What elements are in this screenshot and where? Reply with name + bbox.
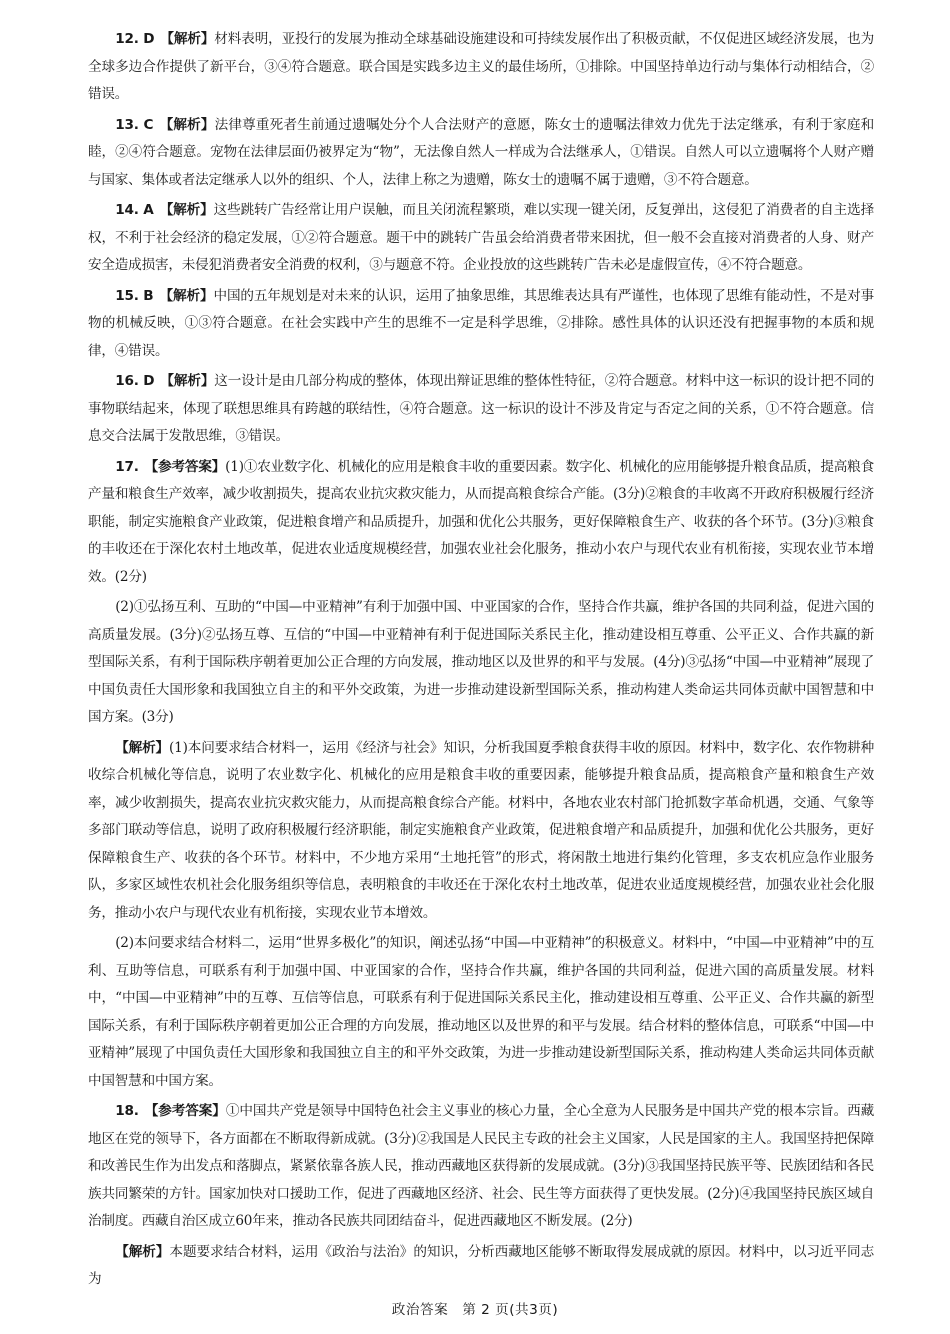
answer-18-reference <box>88 1098 874 1236</box>
answer-18-analysis <box>88 1239 874 1294</box>
page-footer: 政治答案 第 2 页(共3页) <box>391 1302 559 1318</box>
answer-text: 中国的五年规划是对未来的认识，运用了抽象思维，其思维表达具有严谨性，也体现了思维有能动性，不是对事物的机械反映，①③符合题意。在社会实践中产生的思维不一定是科学思维，②排除。感性具体的认识还没有把握事物的本质和规律，④错误。 <box>88 287 874 359</box>
answer-17-analysis <box>88 735 874 928</box>
question-number: 12. D <box>115 31 155 47</box>
analysis-tag: 【解析】 <box>160 31 215 47</box>
answer-text: ①中国共产党是领导中国特色社会主义事业的核心力量，全心全意为人民服务是中国共产党的根本宗旨。西藏地区在党的领导下，各方面都在不断取得新成就。(3分)②我国是人民民主专政的社会主义国家，人民是国家的主人。我国坚持把保障和改善民生作为出发点和落脚点，紧紧依靠各族人民，推动西藏地区获得新的发展成就。(3分)③我国坚持民族平等、民族团结和各民族共同繁荣的方针。国家加快对口援助工作，促进了西藏地区经济、社会、民生等方面获得了更快发展。(2分)④我国坚持民族区域自治制度。西藏自治区成立60年来，推动各民族共同团结奋斗，促进西藏地区不断发展。(2分) <box>88 1103 874 1229</box>
analysis-tag: 【解析】 <box>115 739 170 756</box>
answer-text: (2)本问要求结合材料二，运用“世界多极化”的知识，阐述弘扬“中国—中亚精神”的积极意义。材料中，“中国—中亚精神”中的互利、互助等信息，可联系有利于加强中国、中亚国家的合作，坚持合作共赢，维护各国的共同利益，促进六国的高质量发展。材料中，“中国—中亚精神”中的互尊、互信等信息，可联系有利于促进国际关系民主化，推动建设相互尊重、公平正义、合作共赢的新型国际关系，有利于国际秩序朝着更加公正合理的方向发展，推动地区以及世界的和平与发展。结合材料的整体信息，可联系“中国—中亚精神”展现了中国负责任大国形象和我国独立自主的和平外交政策，为进一步推动建设新型国际关系，推动构建人类命运共同体贡献中国智慧和中国方案。 <box>88 935 874 1089</box>
answer-12 <box>88 26 874 109</box>
answer-text: 法律尊重死者生前通过遗嘱处分个人合法财产的意愿，陈女士的遗嘱法律效力优先于法定继承，有利于家庭和睦，②④符合题意。宠物在法律层面仍被界定为“物”，无法像自然人一样成为合法继承人，①错误。自然人可以立遗嘱将个人财产赠与国家、集体或者法定继承人以外的组织、个人，法律上称之为遗赠，陈女士的遗嘱不属于遗赠，③不符合题意。 <box>88 116 874 188</box>
answer-text: 这一设计是由几部分构成的整体，体现出辩证思维的整体性特征，②符合题意。材料中这一标识的设计把不同的事物联结起来，体现了联想思维具有跨越的联结性，④符合题意。这一标识的设计不涉及肯定与否定之间的关系，①不符合题意。信息交合法属于发散思维，③错误。 <box>88 373 874 444</box>
answer-text: 这些跳转广告经常让用户误触，而且关闭流程繁琐，难以实现一键关闭，反复弹出，这侵犯了消费者的自主选择权，不利于社会经济的稳定发展，①②符合题意。题干中的跳转广告虽会给消费者带来困扰，但一般不会直接对消费者的人身、财产安全造成损害，未侵犯消费者安全消费的权利，③与题意不符。企业投放的这些跳转广告未必是虚假宣传，④不符合题意。 <box>88 202 874 273</box>
answer-text: 材料表明，亚投行的发展为推动全球基础设施建设和可持续发展作出了积极贡献，不仅促进区域经济发展，也为全球多边合作提供了新平台，③④符合题意。联合国是实践多边主义的最佳场所，①排除。中国坚持单边行动与集体行动相结合，②错误。 <box>88 31 874 102</box>
answer-text: (2)①弘扬互利、互助的“中国—中亚精神”有利于加强中国、中亚国家的合作，坚持合作共赢，维护各国的共同利益，促进六国的高质量发展。(3分)②弘扬互尊、互信的“中国—中亚精神有利于促进国际关系民主化，推动建设相互尊重、公平正义、合作共赢的新型国际关系，有利于国际秩序朝着更加公正合理的方向发展，推动地区以及世界的和平与发展。(4分)③弘扬“中国—中亚精神”展现了中国负责任大国形象和我国独立自主的和平外交政策，为进一步推动建设新型国际关系，推动构建人类命运共同体贡献中国智慧和中国方案。(3分) <box>88 599 874 725</box>
analysis-tag: 【解析】 <box>160 373 215 389</box>
answer-14 <box>88 197 874 280</box>
answer-text: (1)①农业数字化、机械化的应用是粮食丰收的重要因素。数字化、机械化的应用能够提升粮食品质，提高粮食产量和粮食生产效率，减少收割损失，提高农业抗灾救灾能力，从而提高粮食综合产能。(3分)②粮食的丰收离不开政府积极履行经济职能，制定实施粮食产业政策，促进粮食增产和品质提升，加强和优化公共服务，更好保障粮食生产、收获的各个环节。(3分)③粮食的丰收还在于深化农村土地改革，促进农业适度规模经营，加强农业社会化服务，推动小农户与现代农业有机衔接，实现农业节本增效。(2分) <box>88 458 874 585</box>
question-number: 15. B <box>115 287 154 304</box>
answer-15 <box>88 283 874 366</box>
question-number: 16. D <box>115 373 155 389</box>
analysis-tag: 【解析】 <box>159 116 215 133</box>
answer-text: (1)本问要求结合材料一，运用《经济与社会》知识，分析我国夏季粮食获得丰收的原因。材料中，数字化、农作物耕种收综合机械化等信息，说明了农业数字化、机械化的应用是粮食丰收的重要因素，能够提升粮食品质，提高粮食产量和粮食生产效率，减少收割损失，提高农业抗灾救灾能力，从而提高粮食综合产能。材料中，各地农业农村部门抢抓数字革命机遇，交通、气象等多部门联动等信息，说明了政府积极履行经济职能，制定实施粮食产业政策，促进粮食增产和品质提升，加强和优化公共服务，更好保障粮食生产、收获的各个环节。材料中，不少地方采用“土地托管”的形式，将闲散土地进行集约化管理，多支农机应急作业服务队，多家区域性农机社会化服务组织等信息，表明粮食的丰收还在于深化农村土地改革，促进农业适度规模经营，加强农业社会化服务，推动小农户与现代农业有机衔接，实现农业节本增效。 <box>88 739 875 921</box>
analysis-tag: 【解析】 <box>115 1243 170 1260</box>
answer-17-reference-part2 <box>88 594 874 732</box>
reference-answer-tag: 【参考答案】 <box>144 458 226 475</box>
reference-answer-tag: 【参考答案】 <box>144 1103 226 1119</box>
answer-17-analysis-part2 <box>88 930 874 1095</box>
analysis-tag: 【解析】 <box>159 202 214 218</box>
question-number: 17. <box>115 458 139 475</box>
question-number: 18. <box>115 1103 139 1119</box>
analysis-tag: 【解析】 <box>159 287 214 304</box>
answer-16 <box>88 368 874 451</box>
answer-page <box>88 26 874 1297</box>
question-number: 13. C <box>115 116 154 133</box>
question-number: 14. A <box>115 202 154 218</box>
answer-text: 本题要求结合材料，运用《政治与法治》的知识，分析西藏地区能够不断取得发展成就的原因。材料中，以习近平同志为 <box>88 1243 874 1287</box>
answer-13 <box>88 112 874 195</box>
answer-17-reference <box>88 454 874 592</box>
